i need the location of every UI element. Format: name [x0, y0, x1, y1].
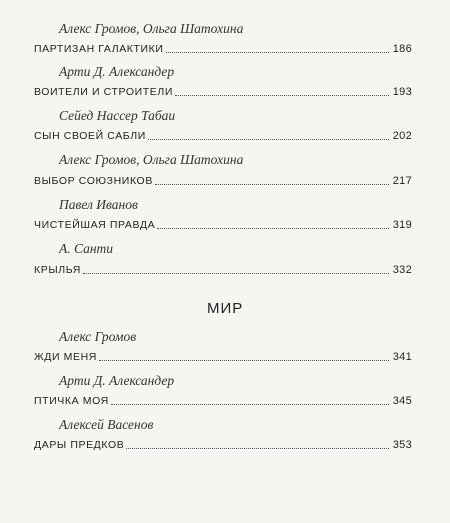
entry-page-number: 193: [392, 86, 412, 98]
entry-author: Павел Иванов: [59, 197, 138, 212]
dot-leader: [157, 228, 389, 229]
entry-page-number: 319: [392, 219, 412, 231]
entry-page-number: 353: [392, 439, 412, 451]
entry-title: СЫН СВОЕЙ САБЛИ: [34, 130, 146, 142]
entry-author: Сейед Нассер Табаи: [59, 108, 176, 123]
entry-title: ЖДИ МЕНЯ: [34, 351, 97, 363]
entry-author: Алекс Громов: [59, 329, 137, 344]
dot-leader: [111, 404, 389, 405]
entry-title: ПТИЧКА МОЯ: [34, 395, 109, 407]
entry-title: ЧИСТЕЙШАЯ ПРАВДА: [34, 219, 156, 231]
entry-page-number: 345: [392, 395, 412, 407]
entry-author: Алексей Васенов: [59, 417, 154, 432]
toc-entry[interactable]: [34, 392, 412, 408]
entry-page-number: 186: [392, 43, 412, 55]
toc-entry[interactable]: [34, 216, 412, 232]
entry-title: ПАРТИЗАН ГАЛАКТИКИ: [34, 43, 164, 55]
entry-page-number: 217: [392, 175, 412, 187]
toc-entry[interactable]: [34, 348, 412, 364]
toc-entry[interactable]: [34, 172, 412, 188]
toc-entry[interactable]: [34, 261, 412, 277]
dot-leader: [83, 273, 389, 274]
dot-leader: [126, 448, 388, 449]
dot-leader: [99, 360, 389, 361]
entry-author: Арти Д. Александер: [59, 373, 175, 388]
toc-entry[interactable]: [34, 40, 412, 56]
entry-title: КРЫЛЬЯ: [34, 264, 81, 276]
entry-author: Арти Д. Александер: [59, 64, 175, 79]
entry-author: А. Санти: [59, 241, 114, 256]
section-heading: МИР: [207, 300, 244, 317]
dot-leader: [148, 139, 389, 140]
entry-author: Алекс Громов, Ольга Шатохина: [59, 152, 244, 167]
dot-leader: [155, 184, 389, 185]
entry-page-number: 202: [392, 130, 412, 142]
entry-title: ВЫБОР СОЮЗНИКОВ: [34, 175, 153, 187]
dot-leader: [175, 95, 389, 96]
entry-title: ВОИТЕЛИ И СТРОИТЕЛИ: [34, 86, 173, 98]
entry-author: Алекс Громов, Ольга Шатохина: [59, 21, 244, 36]
dot-leader: [166, 52, 389, 53]
entry-title: ДАРЫ ПРЕДКОВ: [34, 439, 125, 451]
toc-entry[interactable]: [34, 83, 412, 99]
entry-page-number: 341: [392, 351, 412, 363]
toc-entry[interactable]: [34, 127, 412, 143]
entry-page-number: 332: [392, 264, 412, 276]
toc-entry[interactable]: [34, 436, 412, 452]
